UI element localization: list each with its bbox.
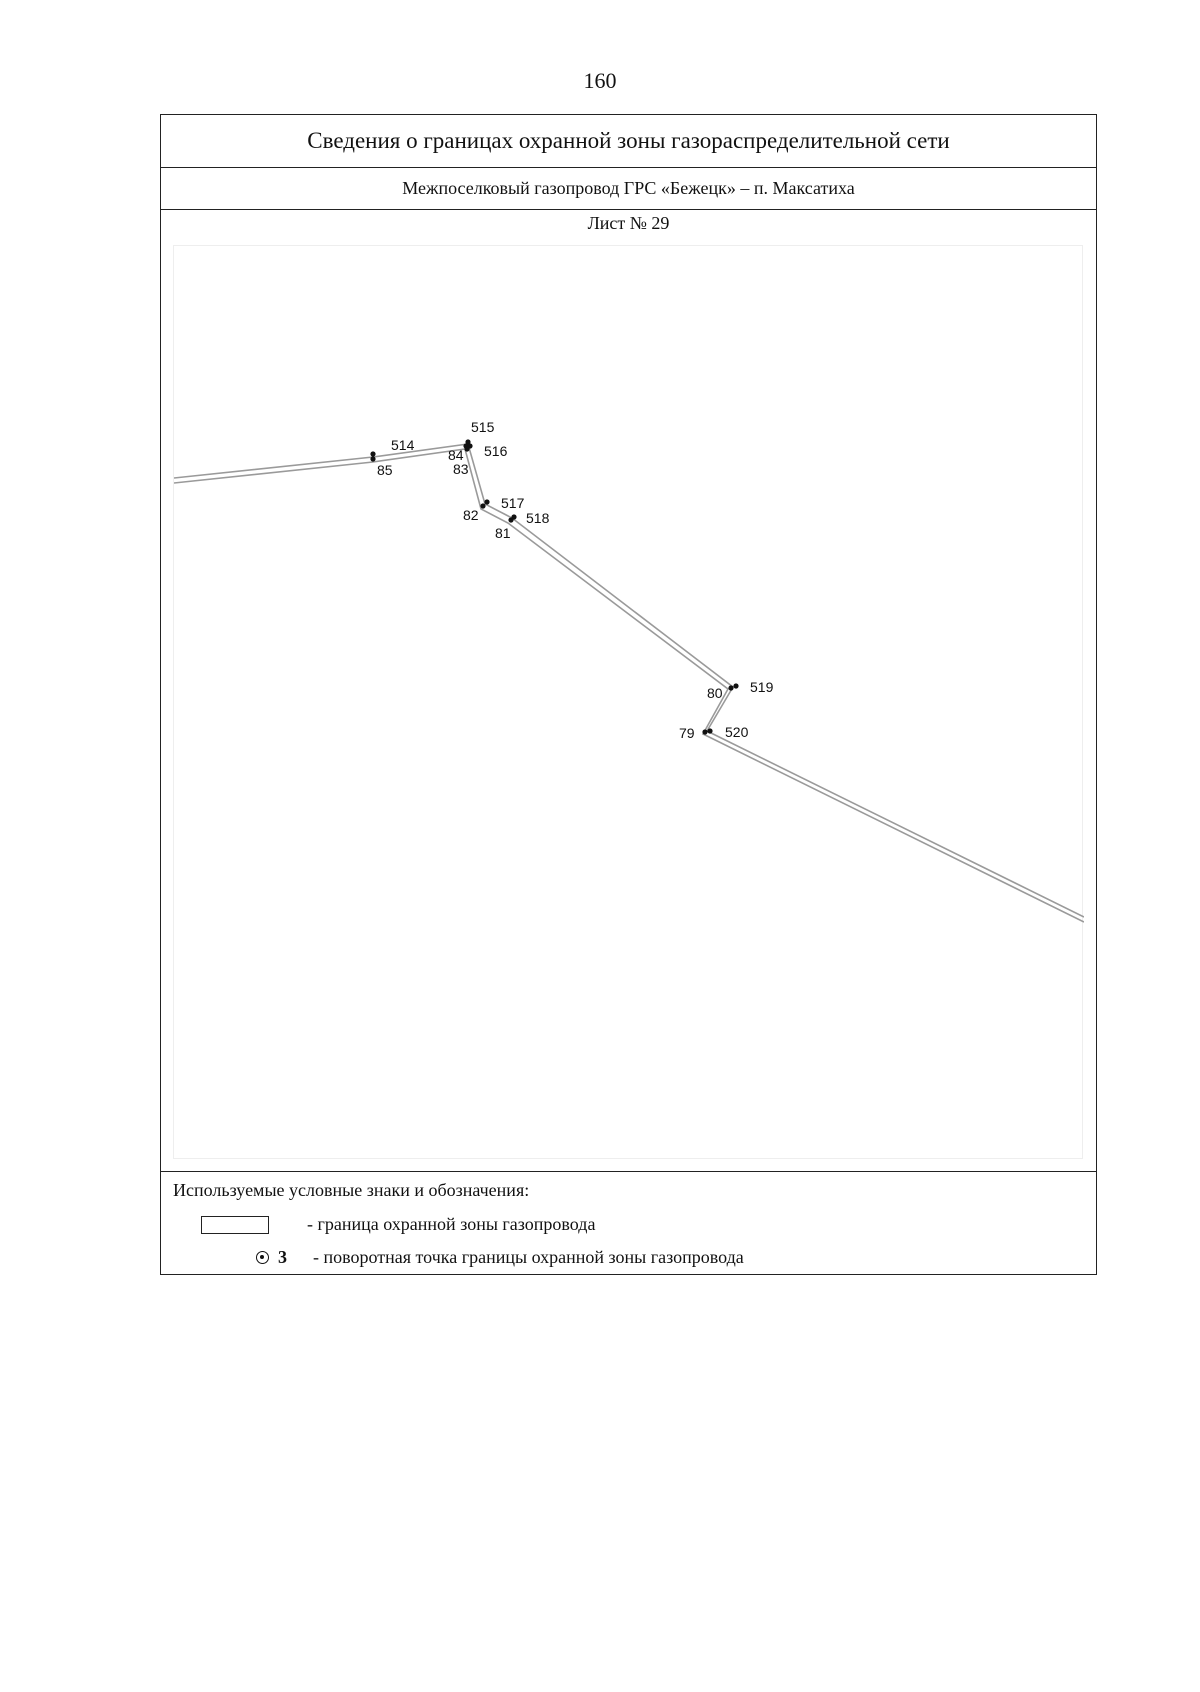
turning-point-label: 516 — [484, 443, 508, 459]
turning-point-labels — [377, 419, 774, 741]
document-sheet — [160, 114, 1097, 1275]
map-area — [173, 245, 1083, 1159]
legend-point-number: 3 — [278, 1247, 287, 1267]
legend-item-zone-boundary — [201, 1214, 595, 1235]
turning-point-marker — [707, 728, 712, 733]
turning-point-label: 514 — [391, 437, 415, 453]
rectangle-icon — [201, 1216, 269, 1234]
turning-point-marker — [370, 451, 375, 456]
legend-title: Используемые условные знаки и обозначения: — [173, 1180, 530, 1200]
zone-boundary-inner — [174, 449, 1084, 922]
turning-point-label: 520 — [725, 724, 749, 740]
document-title: Сведения о границах охранной зоны газораспределительной сети — [161, 115, 1096, 168]
turning-point-label: 82 — [463, 507, 479, 523]
turning-point-label: 80 — [707, 685, 723, 701]
turning-point-marker — [728, 685, 733, 690]
turning-point-label: 515 — [471, 419, 495, 435]
turning-point-label: 517 — [501, 495, 525, 511]
pipeline-map — [174, 246, 1084, 1160]
turning-point-marker — [702, 729, 707, 734]
circle-dot-icon — [256, 1251, 269, 1264]
document-subtitle: Межпоселковый газопровод ГРС «Бежецк» – п. Максатиха — [161, 168, 1096, 210]
turning-point-label: 84 — [448, 447, 464, 463]
turning-point-marker — [370, 456, 375, 461]
legend-item-text: - граница охранной зоны газопровода — [307, 1214, 596, 1234]
turning-point-label: 81 — [495, 525, 511, 541]
turning-point-marker — [733, 683, 738, 688]
legend — [161, 1171, 1096, 1276]
turning-points — [370, 439, 738, 734]
legend-item-text: - поворотная точка границы охранной зоны газопровода — [313, 1247, 744, 1267]
sheet-label: Лист № 29 — [587, 213, 670, 233]
turning-point-label: 519 — [750, 679, 774, 695]
turning-point-marker — [464, 446, 469, 451]
turning-point-marker — [508, 517, 513, 522]
legend-item-turning-point — [256, 1247, 744, 1268]
protection-zone-boundary — [174, 444, 1084, 922]
turning-point-label: 83 — [453, 461, 469, 477]
turning-point-label: 518 — [526, 510, 550, 526]
turning-point-label: 85 — [377, 462, 393, 478]
turning-point-label: 79 — [679, 725, 695, 741]
turning-point-marker — [480, 503, 485, 508]
zone-boundary-outer — [174, 444, 1084, 917]
turning-point-marker — [484, 499, 489, 504]
page-number: 160 — [583, 68, 617, 93]
